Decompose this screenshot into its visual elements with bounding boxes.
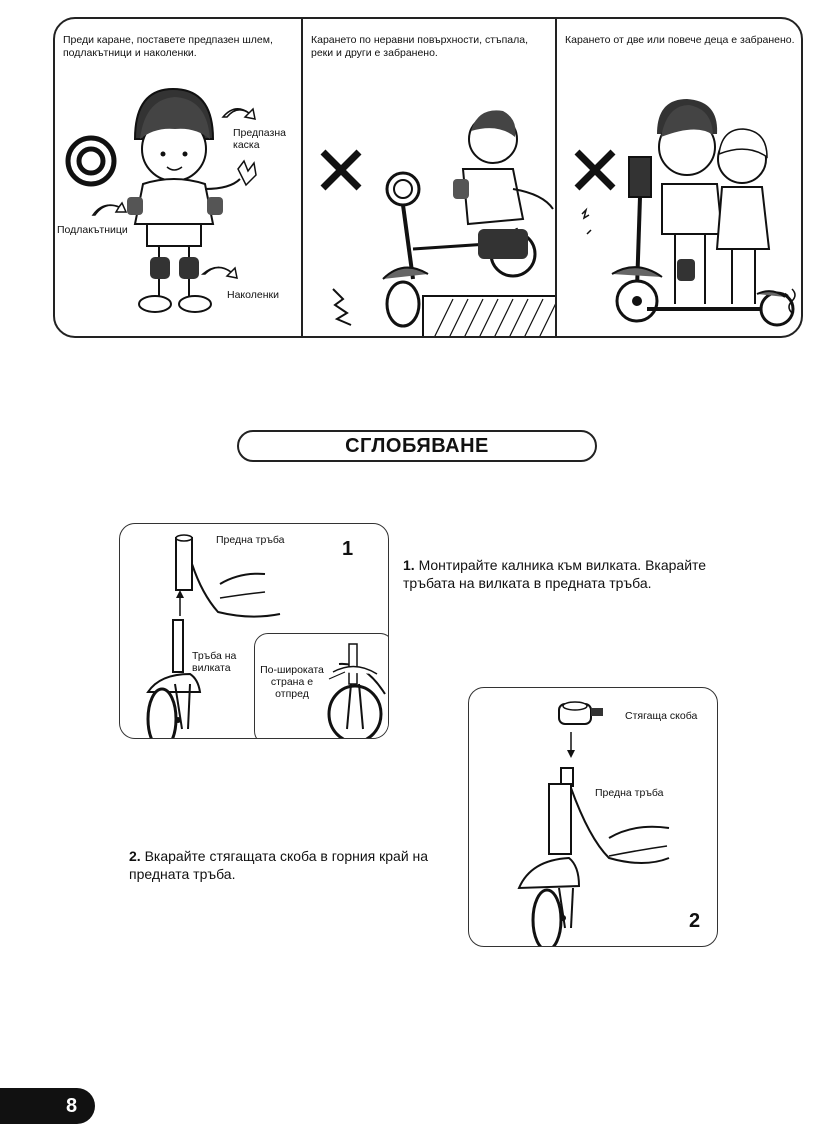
cross-icon [323, 152, 359, 188]
label-wider-side: По-широката страна е отпред [260, 664, 324, 700]
label-knee-pads: Наколенки [227, 289, 279, 301]
safety-panel-uneven-surfaces [301, 19, 555, 336]
step-number: 2 [689, 910, 701, 932]
label-clamp: Стягаща скоба [625, 710, 698, 722]
page-number-tab [0, 1088, 95, 1124]
two-children-on-scooter-illustration [557, 19, 803, 338]
safety-panel-strip [53, 17, 803, 338]
child-falling-illustration [303, 19, 557, 338]
step1-inset-detail [254, 633, 389, 739]
label-helmet: Предпазна каска [233, 127, 286, 151]
label-front-tube: Предна тръба [216, 534, 285, 546]
instruction-number: 2. [129, 848, 141, 864]
panel-caption: Карането от две или повече деца е забранено. [565, 34, 795, 46]
instruction-text: Монтирайте калника към вилката. Вкарайте тръбата на вилката в предната тръба. [403, 557, 707, 591]
section-title: СГЛОБЯВАНЕ [237, 430, 597, 462]
double-circle-icon [68, 138, 114, 184]
panel-caption: Преди каране, поставете предпазен шлем, подлакътници и наколенки. [63, 34, 273, 59]
step2-instruction [129, 847, 469, 883]
panel-caption: Карането по неравни повърхности, стъпала, реки и други е забранено. [311, 34, 529, 59]
clamp-onto-front-tube-illustration [469, 688, 718, 947]
instruction-text: Вкарайте стягащата скоба в горния край на предната тръба. [129, 848, 429, 882]
step2-diagram [468, 687, 718, 947]
step1-diagram [119, 523, 389, 739]
label-front-tube: Предна тръба [595, 787, 664, 799]
label-elbow-pads: Подлакътници [57, 224, 128, 236]
safety-panel-protective-gear [55, 19, 301, 336]
label-fork-tube: Тръба на вилката [192, 650, 237, 674]
instruction-number: 1. [403, 557, 415, 573]
page-number: 8 [66, 1094, 78, 1117]
safety-panel-two-children [555, 19, 803, 336]
step-number: 1 [342, 538, 354, 560]
cross-icon [577, 152, 613, 188]
step1-instruction [403, 556, 743, 592]
